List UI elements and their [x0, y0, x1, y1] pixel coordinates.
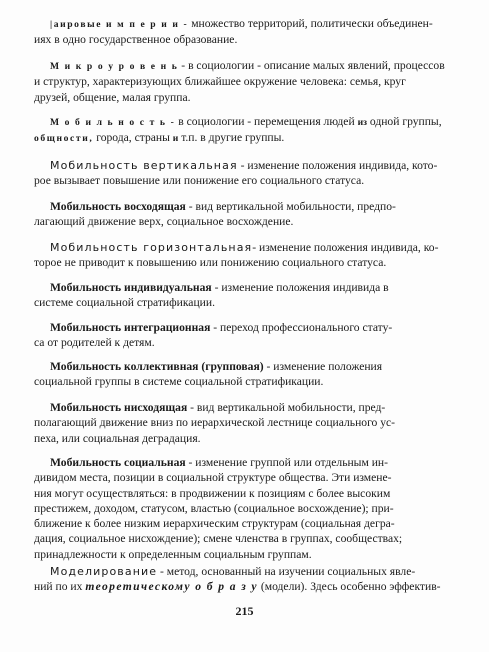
entry-text: престижем, доходом, статусом, властью (социальное восхождение); при- — [34, 501, 394, 515]
entry-text: - переход профессионального стату- — [210, 321, 393, 334]
entry-text: - изменение положения индивида в — [211, 281, 389, 294]
entry-first-line — [34, 240, 448, 255]
entry-text: - изменение группой или отдельным ин- — [185, 456, 388, 469]
entry-text: т.п. в другие группы. — [178, 131, 285, 145]
entry-term: Мобильность горизонтальная — [50, 241, 253, 254]
entry-first-line — [34, 114, 448, 130]
entry-text: и структур, характеризующих ближайшее окружение человека: семья, круг — [34, 75, 406, 89]
entry-term: и — [172, 133, 179, 145]
entry-line — [34, 214, 448, 229]
entry-line — [34, 130, 448, 146]
entry-text: рое вызывает повышение или понижение его социального статуса. — [34, 174, 365, 188]
entry-text: са от родителей к детям. — [34, 336, 155, 350]
entry-line — [34, 74, 448, 89]
entry-text: (модели). Здесь особенно эффектив- — [257, 580, 441, 594]
entry-line — [34, 547, 448, 562]
entry-text: принадлежности к определенным социальным группам. — [34, 547, 312, 561]
entry-term: Моделирование — [50, 565, 158, 578]
entry-term: Мобильность восходящая — [50, 200, 186, 213]
entry-line — [34, 501, 448, 516]
entry-line — [34, 431, 448, 446]
glossary-entry-mobility-individual — [34, 280, 448, 311]
entry-term: Мобильность коллективная (групповая) — [50, 360, 264, 373]
glossary-entry-mobility-ascending — [34, 199, 448, 230]
entry-line — [34, 173, 448, 188]
entry-text: торое не приводит к повышению или понижению социального статуса. — [34, 256, 387, 270]
entry-text: - изменение положения — [263, 360, 383, 373]
entry-first-line — [34, 58, 448, 74]
entry-text: лагающий движение верх, социальное восхождение. — [34, 215, 294, 229]
entry-text: - метод, основанный на изучении социальных явле- — [157, 565, 416, 578]
entry-line — [34, 516, 448, 531]
entry-text: города, страны — [93, 131, 173, 145]
glossary-entry-mobility — [34, 114, 448, 147]
entry-term: из — [357, 117, 367, 128]
entry-text: системе социальной стратификации. — [34, 296, 215, 310]
entry-term: Мобильность индивидуальная — [50, 281, 212, 294]
entry-text: - изменение положения индивида, ко- — [252, 241, 439, 254]
entry-term: общности, — [34, 133, 94, 145]
entry-first-line — [34, 16, 448, 32]
entry-text: иях в одно государственное образование. — [34, 33, 238, 47]
entry-line — [34, 531, 448, 546]
entry-term: Мобильность социальная — [50, 456, 186, 469]
glossary-entry-modeling — [34, 564, 448, 595]
glossary-entry-mobility-collective — [34, 359, 448, 390]
entry-first-line — [34, 400, 448, 415]
entry-text: - вид вертикальной мобильности, предпо- — [185, 200, 396, 213]
entry-text: - изменение положения индивида, кото- — [237, 159, 438, 172]
entry-first-line — [34, 199, 448, 214]
entry-term: |аировые и м п е р и и - — [50, 19, 189, 30]
entry-line — [34, 579, 448, 594]
entry-line — [34, 486, 448, 501]
entry-line — [34, 335, 448, 350]
entry-line — [34, 90, 448, 105]
entry-term: Мобильность вертикальная — [50, 159, 238, 172]
glossary-entry-micro-level — [34, 58, 448, 105]
entry-term: Мобильность нисходящая — [50, 401, 188, 414]
entry-text: социальной группы в системе социальной стратификации. — [34, 375, 324, 389]
entry-first-line — [34, 320, 448, 335]
glossary-entry-mobility-horizontal — [34, 240, 448, 271]
glossary-entry-mobility-social — [34, 455, 448, 562]
entry-line — [34, 470, 448, 485]
entry-first-line — [34, 158, 448, 173]
entry-text: ний по их — [34, 580, 86, 594]
entry-text: дивидом места, позиции в социальной структуре общества. Эти измене- — [34, 471, 392, 485]
glossary-entry-unitary-empire — [34, 16, 448, 48]
entry-text: одной группы, — [366, 115, 442, 128]
entry-text: полагающий движение вниз по иерархической лестнице социального ус- — [34, 416, 396, 430]
entry-text: пеха, или социальная деградация. — [34, 431, 201, 445]
entry-line — [34, 295, 448, 310]
entry-line — [34, 374, 448, 389]
entry-first-line — [34, 280, 448, 295]
glossary-entry-mobility-vertical — [34, 158, 448, 189]
glossary-entry-mobility-descending — [34, 400, 448, 446]
entry-text: - вид вертикальной мобильности, пред- — [187, 401, 386, 414]
entry-line — [34, 415, 448, 430]
entry-first-line — [34, 455, 448, 470]
entry-text: в социологии - перемещения людей — [175, 115, 358, 128]
entry-term: М и к р о у р о в е н ь — [50, 61, 179, 72]
entry-term: теоретическому о б р а з у — [85, 580, 258, 594]
entry-text: дация, социальное нисхождение); смене членства в группах, сообществах; — [34, 532, 403, 546]
glossary-entry-mobility-integration — [34, 320, 448, 351]
entry-term: Мобильность интеграционная — [50, 321, 211, 334]
entry-term: М о б и л ь н о с т ь - — [50, 117, 176, 128]
entry-text: ния могут осуществляться: в продвижении к позициям с более высоким — [34, 486, 391, 500]
entry-text: ближение к более низким иерархическим структурам (социальная дегра- — [34, 517, 395, 531]
entry-first-line — [34, 564, 448, 579]
entry-line — [34, 255, 448, 270]
entry-first-line — [34, 359, 448, 374]
entry-text: множество территорий, политически объединен- — [188, 17, 433, 30]
entry-line — [34, 32, 448, 47]
entry-text: - в социологии - описание малых явлений, процессов — [178, 59, 445, 72]
entry-text: друзей, общение, малая группа. — [34, 90, 191, 104]
page-number: 215 — [235, 604, 254, 618]
